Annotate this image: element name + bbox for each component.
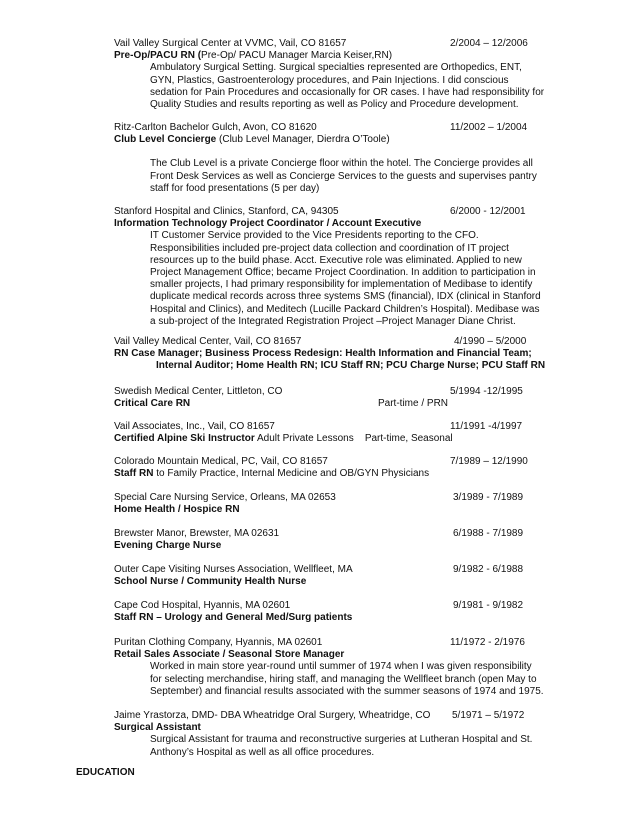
employer-line (114, 492, 564, 504)
job-entry (114, 564, 564, 588)
description-line: resources up to the build phase. Acct. Executive role was eliminated. Applied to new (150, 254, 522, 266)
job-title: Information Technology Project Coordinator / Account Executive (114, 218, 422, 230)
employer-line (114, 600, 564, 612)
job-title-line (114, 360, 594, 372)
job-description (150, 230, 564, 328)
job-title-line (114, 612, 564, 624)
job-dates: 3/1989 - 7/1989 (453, 492, 524, 503)
employment-note: Part-time / PRN (378, 398, 449, 410)
job-title-line (114, 134, 564, 146)
employer: Vail Valley Surgical Center at VVMC, Vail, CO 81657 (114, 38, 347, 49)
job-title: Pre-Op/PACU RN ( (114, 50, 202, 62)
description-line: Responsibilities included pre-project data collection and coordination of IT project (150, 242, 509, 254)
job-title: Certified Alpine Ski Instructor (114, 433, 255, 445)
employer: Cape Cod Hospital, Hyannis, MA 02601 (114, 600, 291, 611)
job-dates: 4/1990 – 5/2000 (454, 336, 527, 347)
employer: Swedish Medical Center, Littleton, CO (114, 386, 283, 397)
job-entry (114, 421, 564, 445)
job-title-line (114, 50, 564, 62)
job-entry (114, 206, 564, 328)
job-title: Staff RN – Urology and General Med/Surg patients (114, 612, 353, 624)
job-title: Critical Care RN (114, 398, 191, 410)
employer: Puritan Clothing Company, Hyannis, MA 02601 (114, 637, 323, 648)
employer-line (114, 38, 564, 50)
description-line: a sub-project of the Integrated Registration Project –Project Manager Diane Christ. (150, 315, 516, 327)
employer-line (114, 122, 564, 134)
employer-line (114, 637, 564, 649)
description-line: Worked in main store year-round until summer of 1974 when I was given responsibility (150, 661, 532, 673)
job-dates: 11/1991 -4/1997 (450, 421, 523, 432)
employer: Special Care Nursing Service, Orleans, MA 02653 (114, 492, 336, 503)
job-title: Surgical Assistant (114, 722, 201, 734)
description-line: Hospital and Clinics), and Meditech (Lucille Packard Children’s Hospital). Medibase was (150, 303, 540, 315)
employer: Jaime Yrastorza, DMD- DBA Wheatridge Oral Surgery, Wheatridge, CO (114, 710, 431, 721)
job-title-line (114, 433, 564, 445)
job-entry (114, 122, 564, 195)
job-entry (114, 336, 594, 373)
job-entry (114, 528, 564, 552)
employer-line (114, 564, 564, 576)
description-line: duplicate medical records across three systems SMS (financial), IDX (clinical in Stanford (150, 291, 541, 303)
employer: Colorado Mountain Medical, PC, Vail, CO 81657 (114, 456, 328, 467)
employer-line (114, 456, 564, 468)
employer-line (114, 710, 594, 722)
description-line: IT Customer Service provided to the Vice Presidents reporting to the CFO. (150, 230, 479, 242)
job-title-line (114, 540, 564, 552)
description-line: Anthony’s Hospital as well as all office procedures. (150, 746, 375, 758)
job-entry (114, 492, 564, 516)
employer-line (114, 386, 564, 398)
employer-line (114, 421, 564, 433)
job-description (150, 661, 564, 698)
job-title: Staff RN (114, 468, 154, 480)
job-title: Evening Charge Nurse (114, 540, 222, 552)
job-title-line (114, 398, 564, 410)
job-title-detail: Pre-Op/ PACU Manager Marcia Keiser,RN) (201, 50, 393, 62)
description-line: Quality Studies and results reporting as well as Policy and Procedure development. (150, 98, 519, 110)
job-title-line (114, 649, 564, 661)
description-line: staff for food presentations (5 per day) (150, 182, 320, 194)
job-description (150, 62, 564, 111)
job-dates: 11/1972 - 2/1976 (450, 637, 525, 648)
job-dates: 6/2000 - 12/2001 (450, 206, 526, 217)
description-line: Project Management Office; became Project Coordination. In addition to participation in (150, 266, 536, 278)
employer: Outer Cape Visiting Nurses Association, Wellfleet, MA (114, 564, 353, 575)
description-line: GYN, Plastics, Gastroenterology procedures, and Pain Injections. I did conscious (150, 74, 509, 86)
job-title: Club Level Concierge (114, 134, 217, 146)
job-title-line (114, 504, 564, 516)
description-line: Ambulatory Surgical Setting. Surgical specialties represented are Orthopedics, ENT, (150, 62, 522, 74)
job-entry (114, 600, 564, 624)
job-title: RN Case Manager; Business Process Redesign: Health Information and Financial Team; (114, 348, 532, 360)
job-title: Home Health / Hospice RN (114, 504, 240, 516)
job-dates: 2/2004 – 12/2006 (450, 38, 528, 49)
job-title: School Nurse / Community Health Nurse (114, 576, 307, 588)
job-title-line (114, 468, 564, 480)
employer-line (114, 528, 564, 540)
education-heading: EDUCATION (76, 767, 135, 778)
employer-line (114, 206, 564, 218)
job-entry (114, 386, 564, 410)
job-title-continued: Internal Auditor; Home Health RN; ICU Staff RN; PCU Charge Nurse; PCU Staff RN (156, 360, 546, 372)
job-title-line (114, 576, 564, 588)
job-description (150, 734, 594, 758)
job-title-detail: (Club Level Manager, Dierdra O’Toole) (216, 134, 390, 146)
description-line: The Club Level is a private Concierge floor within the hotel. The Concierge provides all (150, 158, 533, 170)
job-title-line (114, 722, 594, 734)
job-entry (114, 456, 564, 480)
description-line: September) and financial results associated with the summer seasons of 1974 and 1975. (150, 685, 544, 697)
job-dates: 9/1982 - 6/1988 (453, 564, 524, 575)
employer: Vail Valley Medical Center, Vail, CO 81657 (114, 336, 302, 347)
description-line: Front Desk Services as well as Concierge Services to the guests and supervises pantry (150, 170, 537, 182)
employer: Ritz-Carlton Bachelor Gulch, Avon, CO 81620 (114, 122, 317, 133)
job-entry (114, 38, 564, 111)
job-title: Retail Sales Associate / Seasonal Store Manager (114, 649, 345, 661)
job-dates: 7/1989 – 12/1990 (450, 456, 528, 467)
employer: Brewster Manor, Brewster, MA 02631 (114, 528, 280, 539)
description-line: Surgical Assistant for trauma and reconstructive surgeries at Lutheran Hospital and St. (150, 734, 533, 746)
employer: Vail Associates, Inc., Vail, CO 81657 (114, 421, 275, 432)
description-line: sedation for Pain Procedures and occasionally for OR cases. I have had responsibility for (150, 86, 545, 98)
job-title-detail: Adult Private Lessons Part-time, Seasonal (254, 433, 453, 445)
job-entry (114, 637, 564, 698)
job-dates: 6/1988 - 7/1989 (453, 528, 524, 539)
description-line: smaller projects, I had primary responsibility for implementation of Medibase to identify (150, 279, 533, 291)
employer-line (114, 336, 594, 348)
job-dates: 9/1981 - 9/1982 (453, 600, 524, 611)
job-description (150, 158, 564, 195)
employer: Stanford Hospital and Clinics, Stanford, CA, 94305 (114, 206, 339, 217)
job-title-detail: to Family Practice, Internal Medicine and OB/GYN Physicians (153, 468, 430, 480)
job-dates: 11/2002 – 1/2004 (450, 122, 528, 133)
job-title-line (114, 218, 564, 230)
job-dates: 5/1971 – 5/1972 (452, 710, 525, 721)
job-title-line (114, 348, 594, 360)
job-dates: 5/1994 -12/1995 (450, 386, 523, 397)
description-line: for selecting merchandise, hiring staff, and managing the Wellfleet branch (open May to (150, 673, 537, 685)
job-entry (114, 710, 594, 759)
